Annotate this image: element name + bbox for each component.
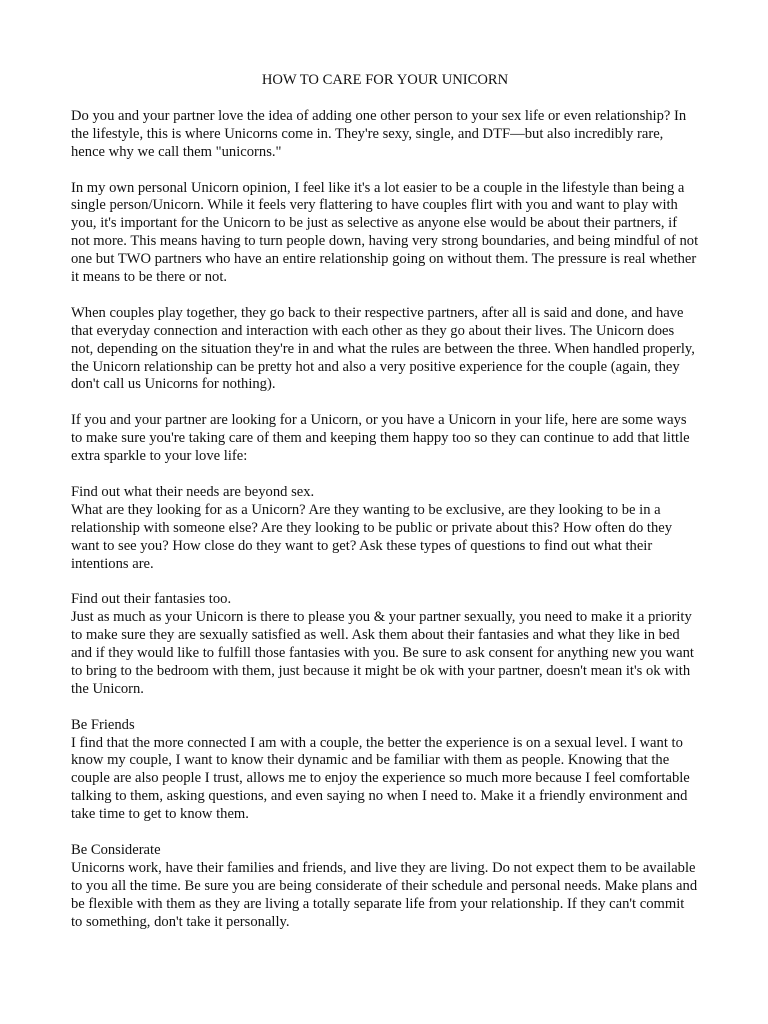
document-page xyxy=(71,72,699,949)
section-body: Unicorns work, have their families and friends, and live they are living. Do not expect them to be available to you all the time. Be sure you are being considerate of their schedule and personal needs. Make plans and be flexible with them as they are living a totally separate life from your relationship. If they can't commit to something, don't take it personally. xyxy=(71,859,698,930)
intro-paragraph-1: Do you and your partner love the idea of adding one other person to your sex life or even relationship? In the lifestyle, this is where Unicorns come in. They're sexy, single, and DTF—but also incredibly rare, hence why we call them "unicorns." xyxy=(71,107,687,160)
document-title: HOW TO CARE FOR YOUR UNICORN xyxy=(261,72,509,88)
intro-paragraph-4: If you and your partner are looking for a Unicorn, or you have a Unicorn in your life, here are some ways to make sure you're taking care of them and keeping them happy too so they can continue to add that little extra sparkle to your love life: xyxy=(71,412,690,465)
section-fantasies xyxy=(71,591,699,698)
section-heading: Be Considerate xyxy=(71,841,161,858)
section-body: Just as much as your Unicorn is there to please you & your partner sexually, you need to make it a priority to make sure they are sexually satisfied as well. Ask them about their fantasies and what they like in bed and if they would like to fulfill those fantasies with you. Be sure to ask consent for anything new you want to bring to the bedroom with them, just because it might be ok with your partner, doesn't mean it's ok with the Unicorn. xyxy=(71,609,694,697)
section-heading: Find out their fantasies too. xyxy=(71,591,232,608)
section-heading: Find out what their needs are beyond sex. xyxy=(71,483,315,500)
section-considerate xyxy=(71,842,699,932)
section-friends xyxy=(71,717,699,824)
section-heading: Be Friends xyxy=(71,716,135,733)
intro-paragraph-3: When couples play together, they go back to their respective partners, after all is said and done, and have that everyday connection and interaction with each other as they go about their lives. The Unicorn does not, depending on the situation they're in and what the rules are between the three. When handled properly, the Unicorn relationship can be pretty hot and also a very positive experience for the couple (again, they don't call us Unicorns for nothing). xyxy=(71,304,695,393)
section-body: I find that the more connected I am with a couple, the better the experience is on a sexual level. I want to know my couple, I want to know their dynamic and be familiar with them as people. Knowing that the couple are also people I trust, allows me to enjoy the experience so much more because I feel comfortable talking to them, asking questions, and even saying no when I need to. Make it a friendly environment and take time to get to know them. xyxy=(71,734,690,823)
section-body: What are they looking for as a Unicorn? Are they wanting to be exclusive, are they looking to be in a relationship with someone else? Are they looking to be public or private about this? How often do they want to see you? How close do they want to get? Ask these types of questions to find out what their intentions are. xyxy=(71,501,673,572)
intro-paragraph-2: In my own personal Unicorn opinion, I feel like it's a lot easier to be a couple in the lifestyle than being a single person/Unicorn. While it feels very flattering to have couples flirt with you and want to play with you, it's important for the Unicorn to be just as selective as anyone else would be about their partners, if not more. This means having to turn people down, having very strong boundaries, and being mindful of not one but TWO partners who have an entire relationship going on without them. The pressure is real whether it means to be there or not. xyxy=(71,179,699,286)
section-needs xyxy=(71,484,699,574)
